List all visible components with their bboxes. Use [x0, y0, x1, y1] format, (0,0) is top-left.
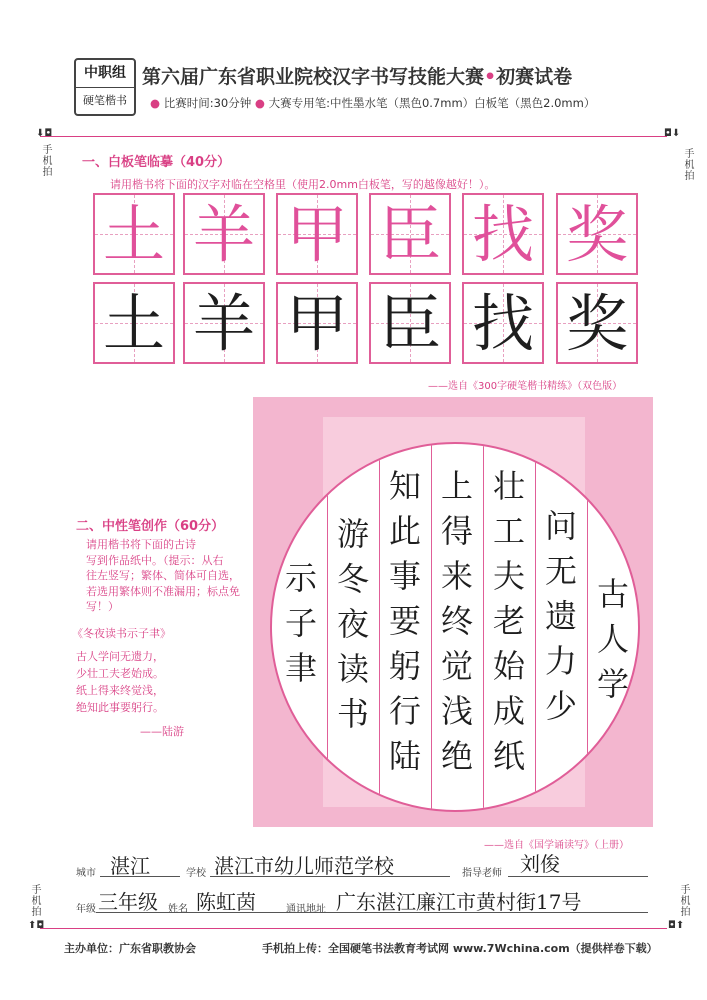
second-row-underline	[96, 912, 648, 913]
copied-character: 土	[102, 287, 165, 360]
column-rule	[535, 444, 536, 812]
school-underline	[210, 876, 450, 877]
badge-style: 硬笔楷书	[83, 94, 127, 107]
poem-column: 问无遗力少	[544, 507, 577, 725]
section2-title: 二、中性笔创作（60分）	[76, 519, 225, 534]
side-mark-right-top: 手机拍	[682, 148, 693, 181]
poem-column: 游冬夜读书	[336, 515, 369, 733]
bottom-divider	[40, 928, 667, 929]
copy-cell[interactable]	[462, 282, 544, 364]
school-value[interactable]: 湛江市幼儿师范学校	[214, 854, 394, 878]
column-rule	[483, 444, 484, 812]
model-character: 羊	[192, 198, 255, 271]
poem-text	[76, 648, 164, 716]
competition-info: ● 比赛时间:30分钟 ● 大赛专用笔:中性墨水笔（黑色0.7mm）白板笔（黑色2.0mm）	[150, 96, 596, 110]
copy-cell[interactable]	[276, 282, 358, 364]
poem-line: 少壮工夫老始成。	[76, 667, 164, 680]
title-main: 第六届广东省职业院校汉字书写技能大赛	[142, 66, 485, 88]
model-character: 土	[102, 198, 165, 271]
camera-icon: ◘⬆	[668, 920, 685, 931]
group-badge	[74, 58, 136, 116]
writing-circle	[270, 442, 640, 812]
copied-character: 羊	[192, 287, 255, 360]
camera-icon: ◘⬇	[664, 128, 681, 139]
model-cell	[93, 193, 175, 275]
section1-title: 一、白板笔临摹（40分）	[82, 155, 231, 170]
address-label: 通讯地址	[286, 904, 326, 915]
model-cell	[183, 193, 265, 275]
copy-cell[interactable]	[183, 282, 265, 364]
poem-column: 上得来终觉浅绝	[440, 467, 473, 775]
name-label: 姓名	[168, 904, 188, 915]
model-character: 甲	[285, 198, 348, 271]
teacher-label: 指导老师	[462, 868, 502, 879]
city-value[interactable]: 湛江	[110, 854, 150, 878]
teacher-value[interactable]: 刘俊	[520, 852, 560, 876]
top-divider	[40, 136, 667, 137]
pen-info: 大赛专用笔:中性墨水笔（黑色0.7mm）白板笔（黑色2.0mm）	[268, 96, 596, 110]
model-cell	[556, 193, 638, 275]
column-rule	[587, 444, 588, 812]
city-label: 城市	[76, 868, 96, 879]
section2-source: ——选自《国学诵读写》（上册）	[484, 840, 629, 851]
poem-line: 绝知此事要躬行。	[76, 701, 164, 714]
copy-cell[interactable]	[369, 282, 451, 364]
city-underline	[100, 876, 180, 877]
column-rule	[379, 444, 380, 812]
title-dot: •	[484, 66, 497, 88]
poem-column: 知此事要躬行陆	[388, 467, 421, 775]
copy-cell[interactable]	[556, 282, 638, 364]
grade-label: 年级	[76, 904, 96, 915]
badge-group: 中职组	[76, 60, 134, 88]
copied-character: 臣	[378, 287, 441, 360]
copied-character: 找	[471, 287, 534, 360]
model-character: 臣	[378, 198, 441, 271]
poem-column: 示子聿	[284, 559, 317, 687]
poem-line: 纸上得来终觉浅，	[76, 684, 164, 697]
model-cell	[369, 193, 451, 275]
model-character: 奖	[565, 198, 628, 271]
section2-instruction: 请用楷书将下面的古诗 写到作品纸中。（提示：从右 往左竖写；繁体、简体可自选， 若选用繁体则不准漏用；标点免 写！）	[86, 538, 240, 613]
section1-source: ——选自《300字硬笔楷书精练》（双色版）	[428, 381, 623, 392]
model-cell	[276, 193, 358, 275]
side-mark-right-bottom: 手机拍	[678, 884, 689, 917]
name-value[interactable]: 陈虹茵	[196, 890, 256, 914]
section1-instruction: 请用楷书将下面的汉字对临在空格里（使用2.0mm白板笔，写的越像越好！）。	[110, 178, 496, 191]
page-title	[142, 62, 572, 89]
address-value[interactable]: 广东湛江廉江市黄村街17号	[336, 890, 582, 914]
school-label: 学校	[186, 868, 206, 879]
side-mark-left-top: 手机拍	[40, 144, 51, 177]
column-rule	[327, 444, 328, 812]
camera-icon: ⬆◘	[28, 920, 45, 931]
time-info: 比赛时间:30分钟	[163, 96, 252, 110]
side-mark-left-bottom: 手机拍	[29, 884, 40, 917]
title-tail: 初赛试卷	[496, 66, 573, 88]
camera-icon: ⬇◘	[36, 128, 53, 139]
poem-line: 古人学问无遗力，	[76, 650, 164, 663]
poem-author: ——陆游	[140, 725, 184, 738]
grade-value[interactable]: 三年级	[98, 890, 158, 914]
poem-column: 壮工夫老始成纸	[492, 467, 525, 775]
copy-cell[interactable]	[93, 282, 175, 364]
poem-column: 古人学	[596, 575, 629, 703]
poem-title: 《冬夜读书示子聿》	[72, 627, 171, 640]
teacher-underline	[508, 876, 648, 877]
organizer: 主办单位：广东省职教协会	[64, 942, 196, 955]
copied-character: 甲	[285, 287, 348, 360]
model-character: 找	[471, 198, 534, 271]
column-rule	[431, 444, 432, 812]
upload-info: 手机拍上传：全国硬笔书法教育考试网 www.7Wchina.com（提供样卷下载）	[262, 942, 658, 955]
copied-character: 奖	[565, 287, 628, 360]
model-cell	[462, 193, 544, 275]
